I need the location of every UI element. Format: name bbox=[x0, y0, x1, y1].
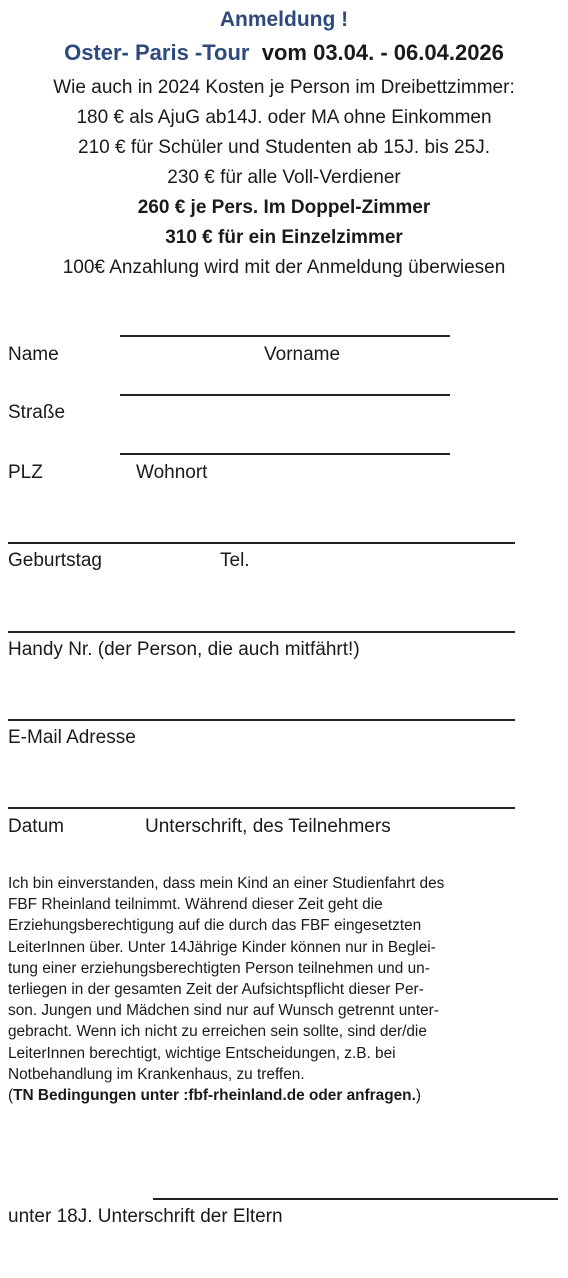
date-signature-line[interactable] bbox=[8, 807, 515, 809]
pricing-intro: Wie auch in 2024 Kosten je Person im Dreibettzimmer: bbox=[53, 77, 515, 98]
tour-heading bbox=[0, 40, 568, 66]
price-line-ajug: 180 € als AjuG ab14J. oder MA ohne Einkommen bbox=[76, 107, 492, 128]
form-title: Anmeldung ! bbox=[219, 8, 349, 31]
consent-line: gebracht. Wenn ich nicht zu erreichen sein sollte, sind der/die bbox=[8, 1023, 427, 1041]
tn-conditions-note: (TN Bedingungen unter :fbf-rheinland.de oder anfragen.) bbox=[8, 1087, 422, 1104]
consent-line: Erziehungsberechtigung auf die durch das FBF eingesetzten bbox=[8, 917, 422, 935]
name-label: Name bbox=[8, 344, 59, 365]
city-label: Wohnort bbox=[136, 462, 208, 483]
price-line-earners: 230 € für alle Voll-Verdiener bbox=[167, 167, 401, 188]
phone-label: Tel. bbox=[220, 550, 250, 571]
consent-line: Notbehandlung im Krankenhaus, zu treffen. bbox=[8, 1065, 305, 1083]
consent-line: son. Jungen und Mädchen sind nur auf Wunsch getrennt unter- bbox=[8, 1002, 439, 1020]
consent-line: LeiterInnen über. Unter 14Jährige Kinder können nur in Beglei- bbox=[8, 938, 436, 956]
price-single-room: 310 € für ein Einzelzimmer bbox=[165, 227, 403, 248]
name-line[interactable] bbox=[120, 335, 450, 337]
consent-line: tung einer erziehungsberechtigten Person teilnehmen und un- bbox=[8, 959, 430, 977]
mobile-line[interactable] bbox=[8, 631, 515, 633]
email-label: E-Mail Adresse bbox=[8, 727, 136, 748]
mobile-label: Handy Nr. (der Person, die auch mitfährt!) bbox=[8, 639, 360, 660]
zip-city-line[interactable] bbox=[120, 453, 450, 455]
street-line[interactable] bbox=[120, 394, 450, 396]
first-name-label: Vorname bbox=[264, 344, 341, 365]
tour-dates: vom 03.04. - 06.04.2026 bbox=[261, 40, 504, 65]
birthday-label: Geburtstag bbox=[8, 550, 102, 571]
price-double-room: 260 € je Pers. Im Doppel-Zimmer bbox=[137, 197, 431, 218]
birthday-phone-line[interactable] bbox=[8, 542, 515, 544]
tour-name: Oster- Paris -Tour bbox=[64, 40, 250, 65]
parent-signature-line[interactable] bbox=[153, 1198, 558, 1200]
consent-line: Ich bin einverstanden, dass mein Kind an einer Studienfahrt des bbox=[8, 875, 445, 892]
signature-label: Unterschrift, des Teilnehmers bbox=[145, 816, 391, 837]
zip-label: PLZ bbox=[8, 462, 43, 483]
consent-line: terliegen in der gesamten Zeit der Aufsichtspflicht dieser Per- bbox=[8, 981, 424, 999]
parent-signature-label: unter 18J. Unterschrift der Eltern bbox=[8, 1206, 283, 1227]
street-label: Straße bbox=[8, 402, 66, 423]
tn-conditions-text: TN Bedingungen unter :fbf-rheinland.de oder anfragen. bbox=[13, 1087, 416, 1104]
consent-line: FBF Rheinland teilnimmt. Während dieser Zeit geht die bbox=[8, 896, 383, 914]
date-label: Datum bbox=[8, 816, 64, 837]
deposit-note: 100€ Anzahlung wird mit der Anmeldung überwiesen bbox=[62, 257, 506, 278]
price-line-students: 210 € für Schüler und Studenten ab 15J. bis 25J. bbox=[78, 137, 490, 158]
email-line[interactable] bbox=[8, 719, 515, 721]
consent-line: LeiterInnen berechtigt, wichtige Entscheidungen, z.B. bei bbox=[8, 1044, 396, 1062]
consent-paragraph bbox=[8, 873, 560, 1085]
